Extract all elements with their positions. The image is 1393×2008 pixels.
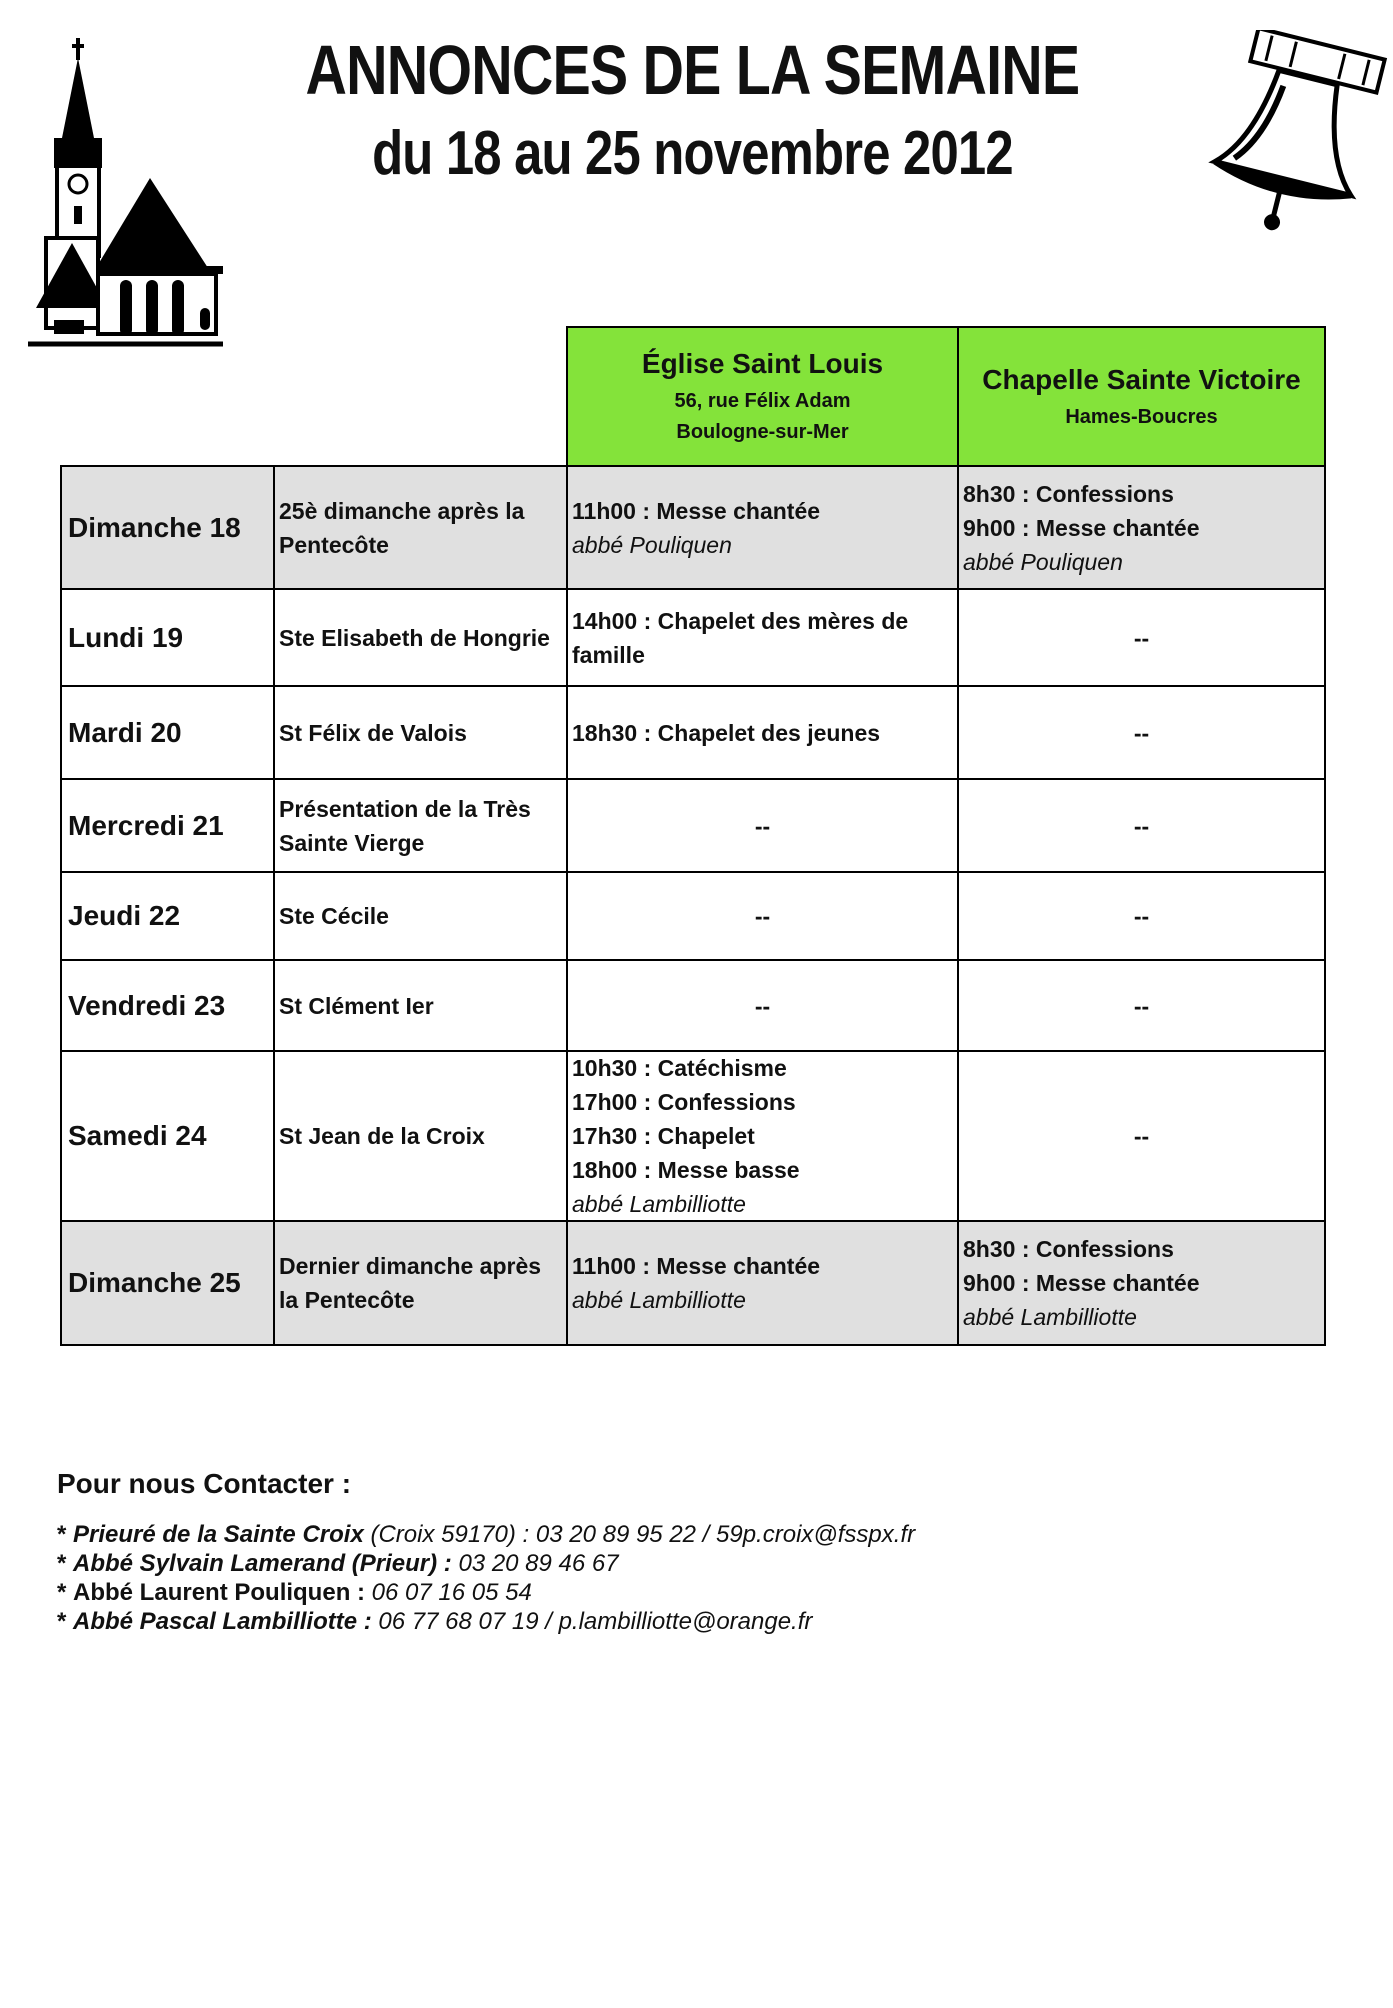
church-name: Église Saint Louis bbox=[641, 348, 884, 379]
header-eglise-saint-louis bbox=[566, 326, 959, 467]
row-church-schedule bbox=[566, 871, 959, 961]
day-label: Vendredi 23 bbox=[68, 989, 226, 1021]
schedule-line: 17h00 : Confessions bbox=[572, 1089, 796, 1115]
row-day-cell bbox=[60, 1050, 275, 1222]
church-icon bbox=[28, 38, 223, 353]
feast-label: St Clément Ier bbox=[279, 992, 434, 1019]
empty-dash: -- bbox=[754, 812, 771, 839]
church-address: 56, rue Félix Adam bbox=[674, 390, 851, 412]
schedule-line: 10h30 : Catéchisme bbox=[572, 1055, 787, 1081]
row-feast-cell bbox=[273, 465, 568, 590]
priest-name: abbé Lambilliotte bbox=[963, 1304, 1137, 1330]
bell-icon bbox=[1195, 30, 1390, 240]
header-chapelle-sainte-victoire bbox=[957, 326, 1326, 467]
feast-label: Dernier dimanche après la Pentecôte bbox=[279, 1253, 542, 1313]
contact-lambilliotte bbox=[57, 1607, 915, 1636]
row-church-schedule bbox=[566, 588, 959, 687]
contact-prieure-name: Prieuré de la Sainte Croix bbox=[73, 1521, 364, 1548]
priest-name: abbé Lambilliotte bbox=[572, 1191, 746, 1217]
row-feast-cell bbox=[273, 959, 568, 1052]
row-church-schedule bbox=[566, 959, 959, 1052]
schedule-line: 18h30 : Chapelet des jeunes bbox=[572, 719, 881, 746]
schedule-line: 9h00 : Messe chantée bbox=[963, 514, 1200, 541]
feast-label: St Félix de Valois bbox=[279, 719, 467, 746]
row-feast-cell bbox=[273, 1220, 568, 1346]
row-feast-cell bbox=[273, 778, 568, 873]
page-title: ANNONCES DE LA SEMAINE bbox=[305, 31, 1080, 109]
contact-title: Pour nous Contacter : bbox=[57, 1468, 352, 1499]
chapel-name: Chapelle Sainte Victoire bbox=[982, 364, 1301, 395]
empty-dash: -- bbox=[1133, 719, 1150, 746]
row-church-schedule bbox=[566, 465, 959, 590]
chapel-location: Hames-Boucres bbox=[1065, 406, 1218, 428]
row-chapel-schedule bbox=[957, 959, 1326, 1052]
schedule-line: 8h30 : Confessions bbox=[963, 1236, 1174, 1262]
row-church-schedule bbox=[566, 1220, 959, 1346]
feast-label: Présentation de la Très Sainte Vierge bbox=[279, 795, 531, 856]
feast-label: Ste Elisabeth de Hongrie bbox=[279, 624, 550, 651]
bullet: * bbox=[57, 1608, 67, 1635]
empty-dash: -- bbox=[1133, 992, 1150, 1019]
schedule-line: 8h30 : Confessions bbox=[963, 480, 1174, 507]
row-chapel-schedule bbox=[957, 1220, 1326, 1346]
page-subtitle: du 18 au 25 novembre 2012 bbox=[372, 119, 1013, 188]
schedule-line: 18h00 : Messe basse bbox=[572, 1157, 800, 1183]
schedule-line: 14h00 : Chapelet des mères de famille bbox=[572, 607, 909, 668]
bullet: * bbox=[57, 1521, 67, 1548]
contact-lamerand-name: Abbé Sylvain Lamerand (Prieur) : bbox=[73, 1550, 452, 1577]
row-day-cell bbox=[60, 685, 275, 780]
row-chapel-schedule bbox=[957, 1050, 1326, 1222]
row-chapel-schedule bbox=[957, 778, 1326, 873]
day-label: Dimanche 18 bbox=[68, 511, 241, 543]
priest-name: abbé Lambilliotte bbox=[572, 1287, 746, 1313]
row-church-schedule bbox=[566, 685, 959, 780]
feast-label: St Jean de la Croix bbox=[279, 1123, 485, 1149]
empty-dash: -- bbox=[1133, 1123, 1150, 1149]
contact-lamerand bbox=[57, 1549, 915, 1578]
row-chapel-schedule bbox=[957, 588, 1326, 687]
empty-dash: -- bbox=[1133, 624, 1150, 651]
contact-prieure-details[interactable]: (Croix 59170) : 03 20 89 95 22 / 59p.croix@fsspx.fr bbox=[363, 1521, 916, 1548]
day-label: Dimanche 25 bbox=[68, 1267, 241, 1298]
bullet: * bbox=[57, 1550, 67, 1577]
row-day-cell bbox=[60, 588, 275, 687]
empty-dash: -- bbox=[1133, 903, 1150, 929]
empty-dash: -- bbox=[754, 992, 771, 1019]
row-feast-cell bbox=[273, 1050, 568, 1222]
row-day-cell bbox=[60, 465, 275, 590]
schedule-line: 17h30 : Chapelet bbox=[572, 1123, 755, 1149]
contact-lamerand-phone[interactable]: 03 20 89 46 67 bbox=[451, 1550, 619, 1577]
row-feast-cell bbox=[273, 588, 568, 687]
row-chapel-schedule bbox=[957, 465, 1326, 590]
row-feast-cell bbox=[273, 685, 568, 780]
row-day-cell bbox=[60, 778, 275, 873]
row-day-cell bbox=[60, 871, 275, 961]
bullet: * bbox=[57, 1579, 67, 1606]
day-label: Jeudi 22 bbox=[68, 900, 181, 931]
schedule-line: 11h00 : Messe chantée bbox=[572, 1253, 821, 1279]
contact-prieure bbox=[57, 1520, 915, 1549]
day-label: Mercredi 21 bbox=[68, 809, 224, 841]
schedule-line: 9h00 : Messe chantée bbox=[963, 1270, 1200, 1296]
row-church-schedule bbox=[566, 778, 959, 873]
feast-label: 25è dimanche après la Pentecôte bbox=[279, 497, 525, 558]
feast-label: Ste Cécile bbox=[279, 903, 389, 929]
contact-list bbox=[57, 1520, 915, 1636]
row-chapel-schedule bbox=[957, 685, 1326, 780]
row-feast-cell bbox=[273, 871, 568, 961]
schedule-line: 11h00 : Messe chantée bbox=[572, 497, 821, 524]
day-label: Samedi 24 bbox=[68, 1120, 207, 1151]
church-city: Boulogne-sur-Mer bbox=[676, 421, 849, 443]
empty-dash: -- bbox=[754, 903, 771, 929]
priest-name: abbé Pouliquen bbox=[963, 548, 1123, 575]
priest-name: abbé Pouliquen bbox=[572, 531, 732, 558]
contact-lambilliotte-name: Abbé Pascal Lambilliotte : bbox=[73, 1608, 372, 1635]
contact-pouliquen-name: Abbé Laurent Pouliquen : bbox=[73, 1579, 366, 1606]
day-label: Lundi 19 bbox=[68, 621, 184, 653]
row-chapel-schedule bbox=[957, 871, 1326, 961]
contact-lambilliotte-details[interactable]: 06 77 68 07 19 / p.lambilliotte@orange.fr bbox=[371, 1608, 813, 1635]
contact-pouliquen bbox=[57, 1578, 915, 1607]
contact-pouliquen-phone[interactable]: 06 07 16 05 54 bbox=[365, 1579, 532, 1606]
row-day-cell bbox=[60, 1220, 275, 1346]
day-label: Mardi 20 bbox=[68, 716, 182, 748]
empty-dash: -- bbox=[1133, 812, 1150, 839]
row-day-cell bbox=[60, 959, 275, 1052]
row-church-schedule bbox=[566, 1050, 959, 1222]
